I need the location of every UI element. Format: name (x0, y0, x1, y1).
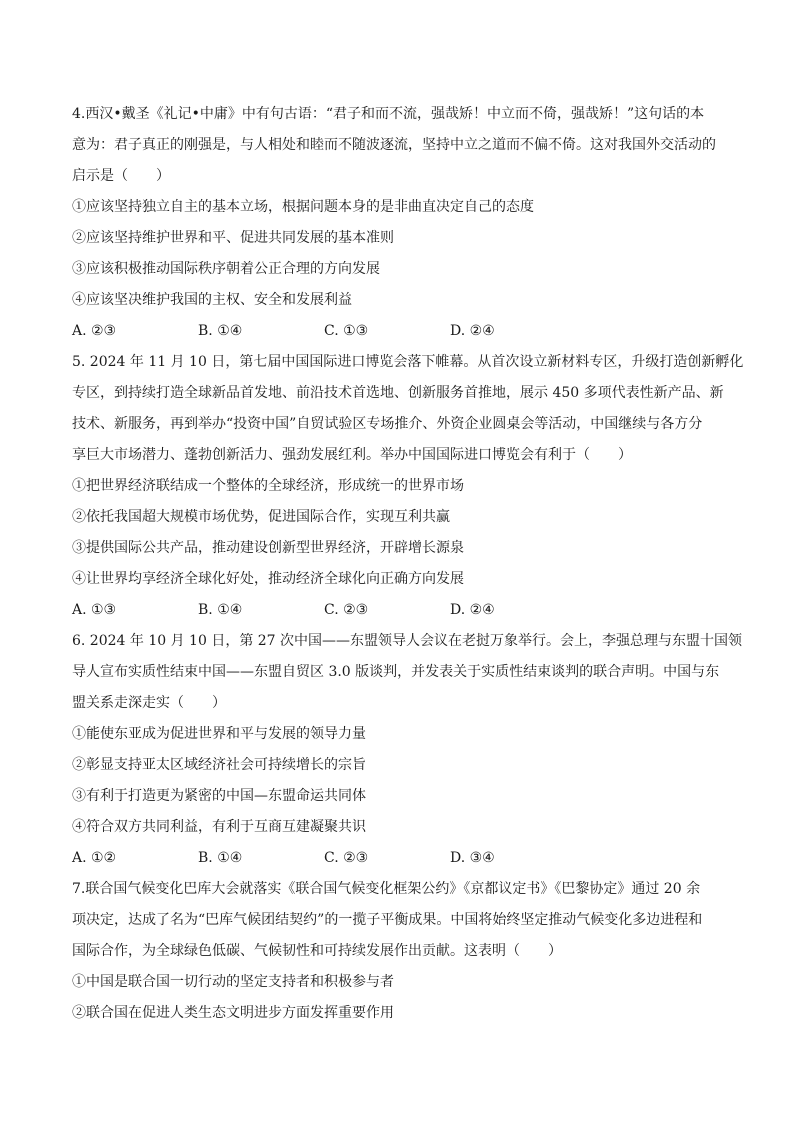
choice-d[interactable]: D. ②④ (450, 323, 495, 339)
question-6 (72, 626, 743, 874)
choice-c[interactable]: C. ①③ (324, 323, 369, 339)
question-stem-line: 盟关系走深走实（ ） (72, 695, 226, 711)
question-stem-line: 技术、新服务，再到举办“投资中国”自贸试验区专场推介、外资企业圆桌会等活动，中国继续与各方分 (72, 416, 703, 432)
statement-option: ②依托我国超大规模市场优势，促进国际合作，实现互利共赢 (72, 509, 450, 525)
question-stem-line: 项决定，达成了名为“巴库气候团结契约”的一揽子平衡成果。中国将始终坚定推动气候变化多边进程和 (72, 912, 703, 928)
statement-option: ①中国是联合国一切行动的坚定支持者和积极参与者 (72, 974, 394, 990)
statement-option: ④符合双方共同利益，有利于互商互建凝聚共识 (72, 819, 366, 835)
choice-a[interactable]: A. ①③ (72, 602, 117, 618)
statement-option: ④应该坚决维护我国的主权、安全和发展利益 (72, 292, 352, 308)
choice-a[interactable]: A. ①② (72, 850, 117, 866)
statement-option: ③有利于打造更为紧密的中国—东盟命运共同体 (72, 788, 366, 804)
question-stem-line: 6. 2024 年 10 月 10 日，第 27 次中国——东盟领导人会议在老挝万象举行。会上，李强总理与东盟十国领 (72, 633, 743, 649)
questions-container (72, 99, 744, 1029)
choice-b[interactable]: B. ①④ (198, 602, 243, 618)
choice-c[interactable]: C. ②③ (324, 850, 369, 866)
question-stem-line: 启示是（ ） (72, 168, 170, 184)
statement-option: ①能使东亚成为促进世界和平与发展的领导力量 (72, 726, 366, 742)
choice-c[interactable]: C. ②③ (324, 602, 369, 618)
answer-choices (72, 316, 722, 347)
statement-option: ②彰显支持亚太区域经济社会可持续增长的宗旨 (72, 757, 366, 773)
question-5 (72, 347, 744, 626)
question-stem-line: 5. 2024 年 11 月 10 日，第七届中国国际进口博览会落下帷幕。从首次设立新材料专区，升级打造创新孵化 (72, 354, 744, 370)
question-stem-line: 7.联合国气候变化巴库大会就落实《联合国气候变化框架公约》《京都议定书》《巴黎协定》通过 20 余 (72, 881, 701, 897)
statement-option: ④让世界均享经济全球化好处，推动经济全球化向正确方向发展 (72, 571, 464, 587)
statement-option: ③应该积极推动国际秩序朝着公正合理的方向发展 (72, 261, 380, 277)
statement-option: ②联合国在促进人类生态文明进步方面发挥重要作用 (72, 1005, 394, 1021)
choice-b[interactable]: B. ①④ (198, 323, 243, 339)
question-4 (72, 99, 722, 347)
question-stem-line: 意为：君子真正的刚强是，与人相处和睦而不随波逐流，坚持中立之道而不偏不倚。这对我国外交活动的 (72, 137, 716, 153)
question-stem-line: 国际合作，为全球绿色低碳、气候韧性和可持续发展作出贡献。这表明（ ） (72, 943, 562, 959)
question-stem-line: 享巨大市场潜力、蓬勃创新活力、强劲发展红利。举办中国国际进口博览会有利于（ ） (72, 447, 632, 463)
choice-d[interactable]: D. ②④ (450, 602, 495, 618)
question-stem-line: 4.西汉•戴圣《礼记•中庸》中有句古语：“君子和而不流，强哉矫！中立而不倚，强哉矫！”这句话的本 (72, 106, 705, 122)
question-stem-line: 导人宣布实质性结束中国——东盟自贸区 3.0 版谈判，并发表关于实质性结束谈判的联合声明。中国与东 (72, 664, 720, 680)
choice-a[interactable]: A. ②③ (72, 323, 117, 339)
choice-b[interactable]: B. ①④ (198, 850, 243, 866)
answer-choices (72, 843, 722, 874)
statement-option: ③提供国际公共产品，推动建设创新型世界经济，开辟增长源泉 (72, 540, 464, 556)
question-stem-line: 专区，到持续打造全球新品首发地、前沿技术首选地、创新服务首推地，展示 450 多项代表性新产品、新 (72, 385, 724, 401)
choice-d[interactable]: D. ③④ (450, 850, 495, 866)
question-7 (72, 874, 722, 1029)
statement-option: ①应该坚持独立自主的基本立场，根据问题本身的是非曲直决定自己的态度 (72, 199, 534, 215)
statement-option: ②应该坚持维护世界和平、促进共同发展的基本准则 (72, 230, 394, 246)
statement-option: ①把世界经济联结成一个整体的全球经济，形成统一的世界市场 (72, 478, 464, 494)
answer-choices (72, 595, 722, 626)
